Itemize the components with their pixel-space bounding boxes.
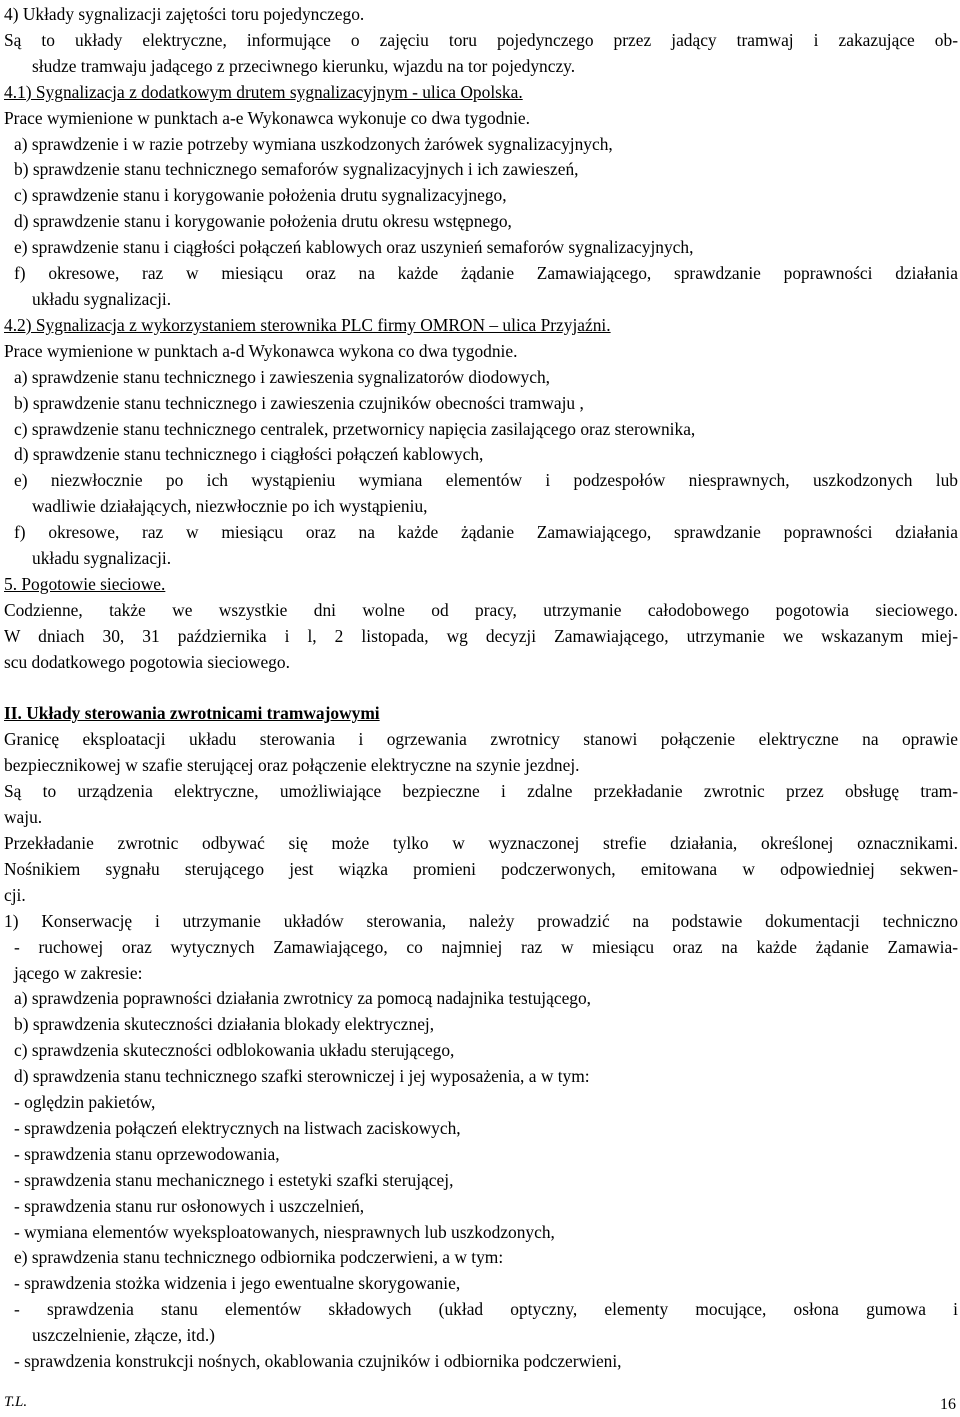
paragraph-line: Przekładanie zwrotnic odbywać się może tylko w wyznaczonej strefie działania, określonej oznacznikami.	[4, 832, 958, 853]
list-item: a) sprawdzenie stanu technicznego i zawieszenia sygnalizatorów diodowych,	[14, 366, 551, 387]
section-heading: 4) Układy sygnalizacji zajętości toru pojedynczego.	[4, 4, 365, 24]
list-item: - oględzin pakietów,	[14, 1092, 156, 1113]
list-item: 1) Konserwację i utrzymanie układów sterowania, należy prowadzić na podstawie dokumentacji techniczno	[4, 910, 958, 931]
list-item: - sprawdzenia stanu rur osłonowych i uszczelnień,	[14, 1195, 365, 1216]
document-page	[4, 2, 958, 1375]
list-item: e) sprawdzenia stanu technicznego odbiornika podczerwieni, a w tym:	[14, 1247, 504, 1268]
list-item: - sprawdzenia konstrukcji nośnych, okablowania czujników i odbiornika podczerwieni,	[14, 1351, 622, 1372]
list-item: c) sprawdzenie stanu i korygowanie położenia drutu sygnalizacyjnego,	[14, 185, 507, 206]
paragraph-line: Prace wymienione w punktach a-d Wykonawca wykona co dwa tygodnie.	[4, 340, 518, 361]
list-item: - sprawdzenia stanu elementów składowych (układ optyczny, elementy mocujące, osłona gumowa i	[14, 1299, 958, 1320]
paragraph-line: scu dodatkowego pogotowia sieciowego.	[4, 651, 290, 672]
list-item-continuation: - ruchowej oraz wytycznych Zamawiającego, co najmniej raz w miesiącu oraz na każde żądanie Zamawia-	[14, 936, 958, 957]
list-item: b) sprawdzenie stanu technicznego i zawieszenia czujników obecności tramwaju ,	[14, 392, 584, 413]
subsection-heading: 4.1) Sygnalizacja z dodatkowym drutem sygnalizacyjnym - ulica Opolska.	[4, 81, 523, 102]
footer-initials: T.L.	[4, 1394, 28, 1410]
list-item-continuation: układu sygnalizacji.	[32, 548, 172, 569]
list-item: - sprawdzenia stanu oprzewodowania,	[14, 1143, 280, 1164]
list-item: - sprawdzenia stanu mechanicznego i estetyki szafki sterującej,	[14, 1169, 454, 1190]
list-item: c) sprawdzenie stanu technicznego centralek, przetwornicy napięcia zasilającego oraz sterownika,	[14, 418, 696, 439]
list-item-continuation: jącego w zakresie:	[14, 962, 143, 983]
list-item-continuation: układu sygnalizacji.	[32, 288, 172, 309]
list-item: e) sprawdzenie stanu i ciągłości połączeń kablowych oraz uszynień semaforów sygnalizacyjnych,	[14, 237, 694, 258]
list-item: a) sprawdzenia poprawności działania zwrotnicy za pomocą nadajnika testującego,	[14, 988, 592, 1009]
section-heading: 5. Pogotowie sieciowe.	[4, 573, 166, 594]
list-item: f) okresowe, raz w miesiącu oraz na każde żądanie Zamawiającego, sprawdzanie poprawności działania	[14, 522, 958, 543]
subsection-heading: 4.2) Sygnalizacja z wykorzystaniem sterownika PLC firmy OMRON – ulica Przyjaźni.	[4, 314, 611, 335]
list-item: d) sprawdzenie stanu technicznego i ciągłości połączeń kablowych,	[14, 444, 484, 465]
list-item: e) niezwłocznie po ich wystąpieniu wymiana elementów i podzespołów niesprawnych, uszkodzonych lub	[14, 470, 958, 491]
paragraph-line: Granicę eksploatacji układu sterowania i ogrzewania zwrotnicy stanowi połączenie elektryczne na oprawie	[4, 729, 958, 750]
list-item: b) sprawdzenia skuteczności działania blokady elektrycznej,	[14, 1014, 435, 1035]
chapter-heading: II. Układy sterowania zwrotnicami tramwajowymi	[4, 703, 380, 724]
paragraph-line: Prace wymienione w punktach a-e Wykonawca wykonuje co dwa tygodnie.	[4, 107, 530, 128]
paragraph-line: bezpiecznikowej w szafie sterującej oraz połączenie elektryczne na szynie jezdnej.	[4, 755, 580, 776]
paragraph-line: słudze tramwaju jadącego z przeciwnego kierunku, wjazdu na tor pojedynczy.	[32, 55, 576, 76]
list-item: d) sprawdzenie stanu i korygowanie położenia drutu okresu wstępnego,	[14, 211, 512, 232]
paragraph-line: Są to urządzenia elektryczne, umożliwiające bezpieczne i zdalne przekładanie zwrotnic przez obsługę tram-	[4, 781, 958, 802]
paragraph-line: Nośnikiem sygnału sterującego jest wiązka promieni podczerwonych, emitowana w odpowiedniej sekwen-	[4, 858, 958, 879]
list-item-continuation: wadliwie działających, niezwłocznie po ich wystąpieniu,	[32, 496, 428, 517]
list-item: - sprawdzenia stożka widzenia i jego ewentualne skorygowanie,	[14, 1273, 461, 1294]
list-item: - sprawdzenia połączeń elektrycznych na listwach zaciskowych,	[14, 1117, 461, 1138]
paragraph-line: waju.	[4, 807, 43, 828]
page-number: 16	[940, 1396, 956, 1413]
paragraph-line: cji.	[4, 884, 26, 905]
list-item: f) okresowe, raz w miesiącu oraz na każde żądanie Zamawiającego, sprawdzanie poprawności działania	[14, 263, 958, 284]
list-item: a) sprawdzenie i w razie potrzeby wymiana uszkodzonych żarówek sygnalizacyjnych,	[14, 133, 613, 154]
paragraph-line: W dniach 30, 31 października i l, 2 listopada, wg decyzji Zamawiającego, utrzymanie we wskazanym miej-	[4, 625, 958, 646]
spacer	[4, 676, 958, 702]
list-item: d) sprawdzenia stanu technicznego szafki sterowniczej i jej wyposażenia, a w tym:	[14, 1066, 590, 1087]
paragraph-line: Codzienne, także we wszystkie dni wolne od pracy, utrzymanie całodobowego pogotowia sieciowego.	[4, 599, 958, 620]
list-item: c) sprawdzenia skuteczności odblokowania układu sterującego,	[14, 1040, 455, 1061]
list-item: b) sprawdzenie stanu technicznego semaforów sygnalizacyjnych i ich zawieszeń,	[14, 159, 579, 180]
paragraph-line: Są to układy elektryczne, informujące o zajęciu toru pojedynczego przez jadący tramwaj i zakazujące ob-	[4, 29, 958, 50]
list-item-continuation: uszczelnienie, złącze, itd.)	[32, 1325, 215, 1346]
list-item: - wymiana elementów wyeksploatowanych, niesprawnych lub uszkodzonych,	[14, 1221, 555, 1242]
